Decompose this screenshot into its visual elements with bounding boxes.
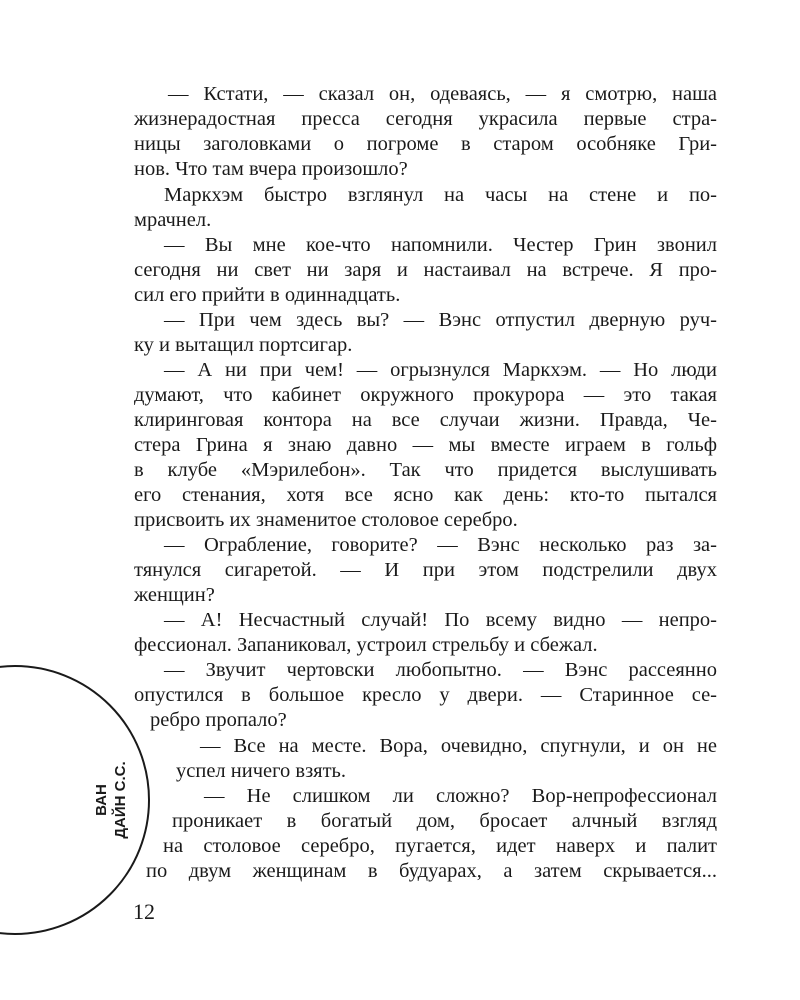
text-line: ребро пропало?: [150, 709, 287, 731]
text-line: ницы заголовками о погроме в старом особняке Гри-: [134, 133, 717, 155]
text-line: — Не слишком ли сложно? Вор-непрофессионал: [204, 785, 717, 807]
text-line: тянулся сигаретой. — И при этом подстрелили двух: [134, 559, 717, 581]
text-line: проникает в богатый дом, бросает алчный взгляд: [172, 810, 717, 832]
author-tab-line: ДАЙН С.С.: [112, 761, 129, 839]
text-line: думают, что кабинет окружного прокурора — это такая: [134, 384, 717, 406]
text-line: — Звучит чертовски любопытно. — Вэнс рассеянно: [164, 659, 717, 681]
text-line: — А ни при чем! — огрызнулся Маркхэм. — Но люди: [164, 359, 717, 381]
text-line: — А! Несчастный случай! По всему видно — непро-: [164, 609, 717, 631]
text-line: присвоить их знаменитое столовое серебро.: [134, 509, 518, 531]
text-line: сегодня ни свет ни заря и настаивал на встрече. Я про-: [134, 259, 717, 281]
text-line: женщин?: [134, 584, 215, 606]
text-line: — Ограбление, говорите? — Вэнс несколько раз за-: [164, 534, 717, 556]
text-line: Маркхэм быстро взглянул на часы на стене и по-: [164, 184, 717, 206]
text-line: сил его прийти в одиннадцать.: [134, 284, 401, 306]
text-line: в клубе «Мэрилебон». Так что придется выслушивать: [134, 459, 717, 481]
text-line: — Кстати, — сказал он, одеваясь, — я смотрю, наша: [168, 83, 717, 105]
author-tab-line: ВАН: [93, 784, 110, 816]
text-line: фессионал. Запаниковал, устроил стрельбу и сбежал.: [134, 634, 598, 656]
text-line: мрачнел.: [134, 209, 212, 231]
page-number: 12: [133, 899, 155, 924]
text-line: — Все на месте. Вора, очевидно, спугнули, и он не: [200, 735, 717, 757]
text-line: — Вы мне кое-что напомнили. Честер Грин звонил: [164, 234, 717, 256]
text-line: жизнерадостная пресса сегодня украсила первые стра-: [134, 108, 717, 130]
text-line: — При чем здесь вы? — Вэнс отпустил дверную руч-: [164, 309, 717, 331]
text-line: опустился в большое кресло у двери. — Старинное се-: [134, 684, 717, 706]
author-tab-label: [92, 761, 130, 838]
text-line: стера Грина я знаю давно — мы вместе играем в гольф: [134, 434, 717, 456]
text-line: на столовое серебро, пугается, идет наверх и палит: [163, 835, 717, 857]
text-line: по двум женщинам в будуарах, а затем скрывается...: [146, 860, 717, 882]
text-line: ку и вытащил портсигар.: [134, 334, 353, 356]
text-line: клиринговая контора на все случаи жизни. Правда, Че-: [134, 409, 717, 431]
text-line: нов. Что там вчера произошло?: [134, 158, 408, 180]
text-line: его стенания, хотя все ясно как день: кто-то пытался: [134, 484, 717, 506]
text-line: успел ничего взять.: [176, 760, 347, 782]
